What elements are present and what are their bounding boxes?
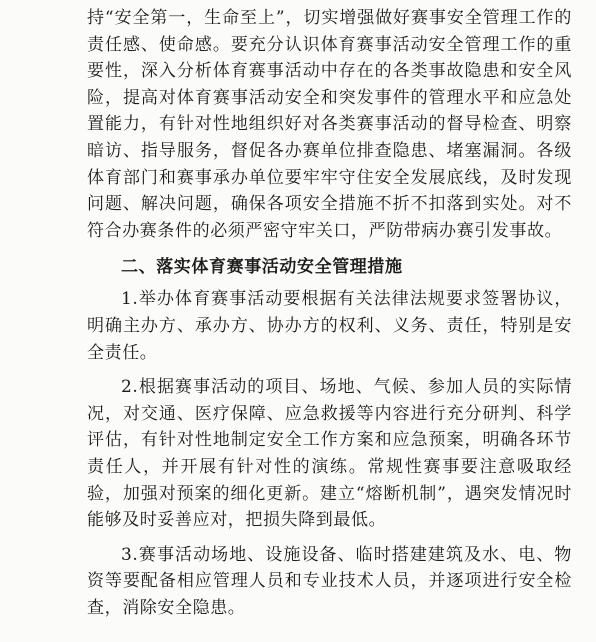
list-item: 1.举办体育赛事活动要根据有关法律法规要求签署协议，明确主办方、承办方、协办方的权利、义务、责任，特别是安全责任。 — [87, 289, 572, 363]
section-measures — [87, 254, 572, 621]
list-item: 3.赛事活动场地、设施设备、临时搭建建筑及水、电、物资等要配备相应管理人员和专业技术人员，并逐项进行安全检查，消除安全隐患。 — [87, 544, 572, 618]
section-heading: 二、落实体育赛事活动安全管理措施 — [121, 257, 403, 278]
intro-paragraph: 持“安全第一，生命至上”，切实增强做好赛事安全管理工作的责任感、使命感。要充分认识体育赛事活动安全管理工作的重要性，深入分析体育赛事活动中存在的各类事故隐患和安全风险，提高对体育赛事活动安全和突发事件的管理水平和应急处置能力，有针对性地组织好对各类赛事活动的督导检查、明察暗访、指导服务，督促各办赛单位排查隐患、堵塞漏洞。各级体育部门和赛事承办单位要牢牢守住安全发展底线，及时发现问题、解决问题，确保各项安全措施不折不扣落到实处。对不符合办赛条件的必须严密守牢关口，严防带病办赛引发事故。 — [87, 8, 572, 241]
list-item: 2.根据赛事活动的项目、场地、气候、参加人员的实际情况，对交通、医疗保障、应急救援等内容进行充分研判、科学评估，有针对性地制定安全工作方案和应急预案，明确各环节责任人，并开展有针对性的演练。常规性赛事要注意吸取经验，加强对预案的细化更新。建立“熔断机制”，遇突发情况时能够及时妥善应对，把损失降到最低。 — [87, 377, 572, 531]
